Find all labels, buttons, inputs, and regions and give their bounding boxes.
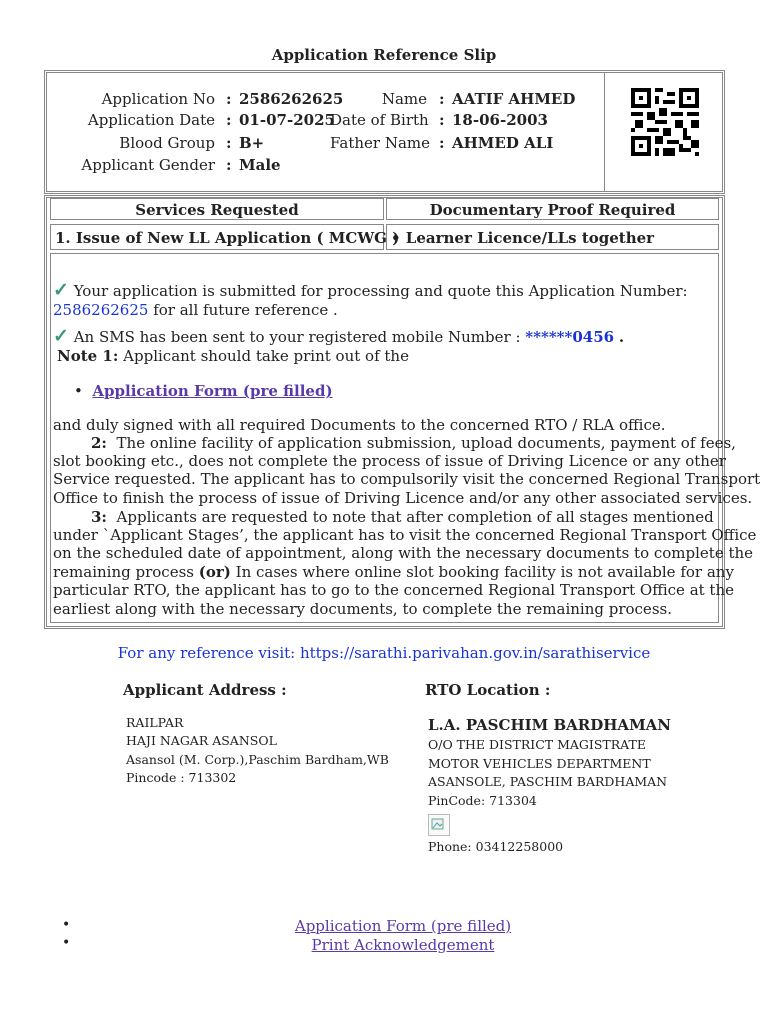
signed-text: and duly signed with all required Documents to the concerned RTO / RLA office.	[53, 416, 666, 434]
services-header: Services Requested	[50, 198, 384, 220]
address-line-2: HAJI NAGAR ASANSOL	[126, 733, 277, 748]
note-1-text: Applicant should take print out of the	[123, 347, 409, 365]
submitted-message	[53, 281, 688, 300]
father-label: Father Name	[330, 134, 431, 152]
note-2-line-4: Office to finish the process of issue of Driving Licence and/or any other associated services.	[53, 489, 753, 507]
bullet: •	[62, 935, 71, 951]
colon: :	[439, 90, 445, 108]
future-ref-text: for all future reference .	[153, 301, 338, 319]
note-3-label: 3:	[91, 508, 107, 526]
submitted-text: Your application is submitted for processing and quote this Application Number:	[73, 282, 688, 300]
colon: :	[226, 111, 232, 129]
applicant-address-heading: Applicant Address :	[123, 681, 287, 699]
rto-line-3: ASANSOLE, PASCHIM BARDHAMAN	[428, 774, 668, 789]
note-3-line-1	[91, 508, 714, 526]
colon: :	[439, 134, 445, 152]
note-3-or: (or)	[198, 563, 231, 581]
sms-dot: .	[618, 328, 625, 346]
note-2-text: The online facility of application submission, upload documents, payment of fees,	[116, 434, 736, 452]
rto-name: L.A. PASCHIM BARDHAMAN	[428, 716, 672, 734]
colon: :	[439, 111, 445, 129]
rto-pincode: PinCode: 713304	[428, 793, 537, 808]
rto-line-2: MOTOR VEHICLES DEPARTMENT	[428, 756, 651, 771]
rto-phone: Phone: 03412258000	[428, 839, 564, 854]
rto-line-1: O/O THE DISTRICT MAGISTRATE	[428, 737, 646, 752]
reference-visit-link[interactable]: For any reference visit: https://sarathi.parivahan.gov.in/sarathiservice	[117, 644, 651, 662]
blood-group-value: B+	[239, 134, 265, 152]
blood-group-label: Blood Group	[119, 134, 215, 152]
dob-value: 18-06-2003	[452, 111, 548, 129]
note-3-text: Applicants are requested to note that after completion of all stages mentioned	[116, 508, 714, 526]
check-icon: ✓	[53, 325, 69, 347]
note-2-label: 2:	[91, 434, 107, 452]
footer-link-row-2	[0, 936, 768, 954]
colon: :	[226, 134, 232, 152]
colon: :	[226, 156, 232, 174]
application-number: 2586262625	[53, 301, 149, 319]
sms-message	[53, 327, 624, 346]
note-3-line-4-a: remaining process	[53, 563, 194, 581]
app-date-label: Application Date	[87, 111, 215, 129]
app-form-list-item	[74, 382, 333, 400]
note-3-line-2: under `Applicant Stages’, the applicant has to visit the concerned Regional Transport Office	[53, 526, 757, 544]
app-no-label: Application No	[101, 90, 215, 108]
address-pincode: Pincode : 713302	[126, 770, 237, 785]
check-icon: ✓	[53, 279, 69, 301]
father-value: AHMED ALI	[452, 134, 554, 152]
proof-item: • Learner Licence/LLs together	[386, 224, 719, 250]
colon: :	[226, 90, 232, 108]
print-acknowledgement-link[interactable]: Print Acknowledgement	[311, 936, 495, 954]
mobile-number: ******0456	[525, 328, 615, 346]
note-3-line-4-b: In cases where online slot booking facility is not available for any	[235, 563, 734, 581]
slip-title: Application Reference Slip	[271, 46, 497, 64]
app-date-value: 01-07-2025	[239, 111, 335, 129]
note-2-line-2: slot booking etc., does not complete the process of issue of Driving Licence or any other	[53, 452, 726, 470]
qr-cell	[604, 73, 723, 191]
sms-text: An SMS has been sent to your registered mobile Number :	[73, 328, 521, 346]
future-reference-line	[53, 301, 338, 319]
gender-label: Applicant Gender	[81, 156, 215, 174]
broken-image-icon	[428, 814, 450, 836]
note-2-line-1	[91, 434, 736, 452]
note-3-line-3: on the scheduled date of appointment, along with the necessary documents to complete the	[53, 544, 754, 562]
proof-header: Documentary Proof Required	[386, 198, 719, 220]
application-form-link[interactable]: Application Form (pre filled)	[92, 382, 333, 400]
address-line-1: RAILPAR	[126, 715, 184, 730]
note-3-line-4	[53, 563, 734, 581]
note-3-line-6: earliest along with the necessary documents, to complete the remaining process.	[53, 600, 672, 618]
address-line-3: Asansol (M. Corp.),Paschim Bardham,WB	[126, 752, 389, 767]
name-label: Name	[381, 90, 427, 108]
note-3-line-5: particular RTO, the applicant has to go to the concerned Regional Transport Office at the	[53, 581, 734, 599]
qr-code-icon	[631, 88, 699, 156]
name-value: AATIF AHMED	[452, 90, 576, 108]
footer-application-form-link[interactable]: Application Form (pre filled)	[294, 917, 512, 935]
bullet: •	[62, 917, 71, 933]
service-item: 1. Issue of New LL Application ( MCWG )	[50, 224, 384, 250]
rto-location-heading: RTO Location :	[425, 681, 551, 699]
dob-label: Date of Birth	[330, 111, 429, 129]
bullet: •	[74, 382, 83, 400]
app-no-value: 2586262625	[239, 90, 344, 108]
footer-link-row-1	[0, 917, 768, 935]
gender-value: Male	[239, 156, 281, 174]
note-1	[57, 347, 409, 365]
note-1-label: Note 1:	[57, 347, 119, 365]
note-2-line-3: Service requested. The applicant has to compulsorily visit the concerned Regional Transport	[53, 470, 761, 488]
